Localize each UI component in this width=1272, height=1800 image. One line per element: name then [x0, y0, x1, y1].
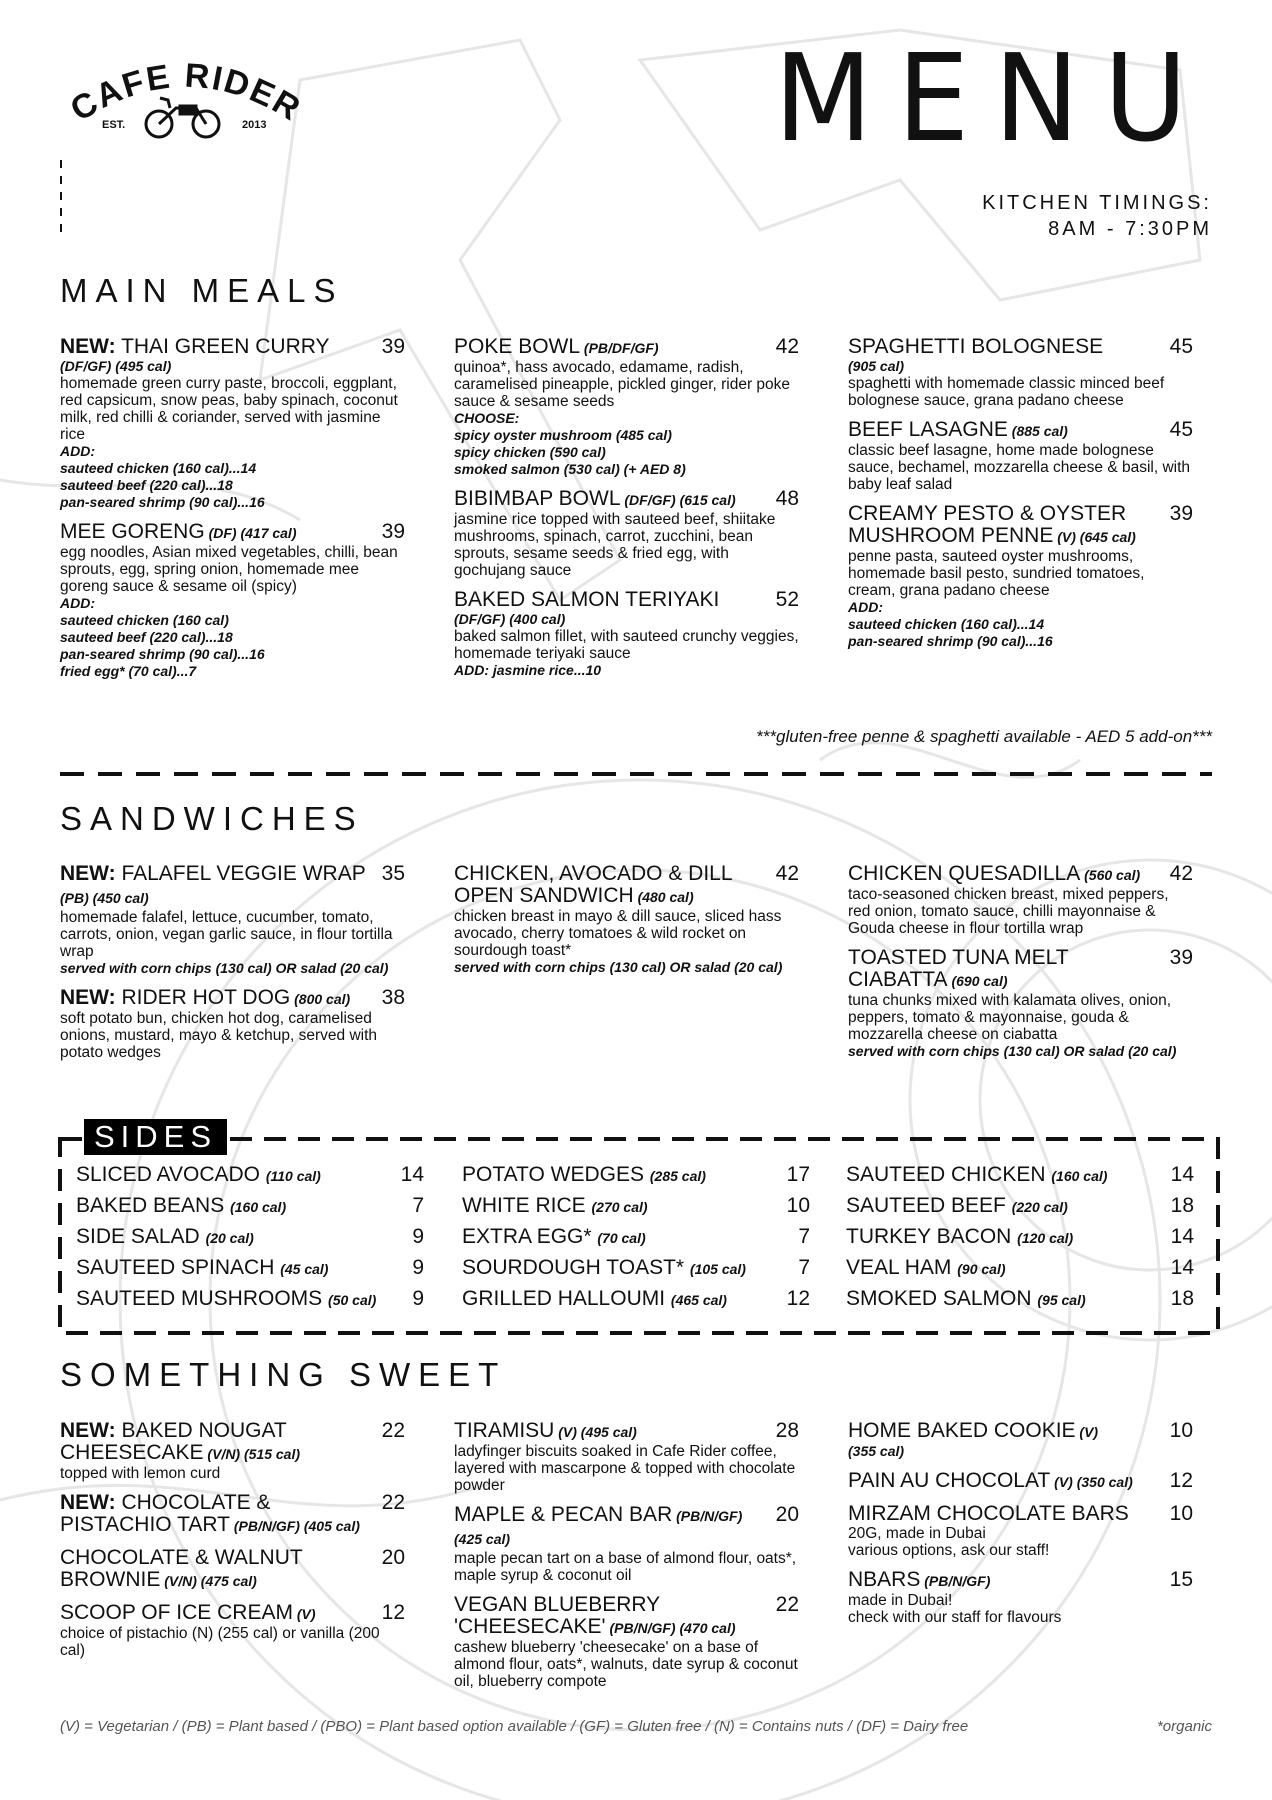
item-diet-tag: (V) — [1075, 1424, 1099, 1440]
item-price: 12 — [381, 1601, 405, 1624]
side-name-text: SOURDOUGH TOAST* — [462, 1256, 685, 1279]
item-name-text: THAI GREEN CURRY — [115, 335, 330, 358]
side-item-name — [846, 1287, 1086, 1311]
item-name-text: RIDER HOT DOG — [115, 986, 291, 1009]
footer-legend — [60, 1718, 1212, 1735]
side-item — [462, 1163, 810, 1194]
item-price: 48 — [775, 487, 799, 510]
side-item-name — [846, 1225, 1073, 1249]
item-name-text: SCOOP OF ICE CREAM — [60, 1601, 293, 1624]
side-item — [846, 1225, 1194, 1256]
item-addon: fried egg* (70 cal)...7 — [60, 663, 197, 679]
item-price: 45 — [1169, 335, 1193, 358]
side-name-text: SLICED AVOCADO — [76, 1163, 260, 1186]
item-description: 20G, made in Dubai various options, ask our staff! — [848, 1525, 1050, 1559]
side-calories: (45 cal) — [280, 1261, 329, 1277]
item-price: 20 — [775, 1503, 799, 1526]
menu-item — [454, 1504, 799, 1584]
item-addon: ADD: jasmine rice...10 — [454, 662, 602, 678]
item-addon: pan-seared shrimp (90 cal)...16 — [60, 646, 265, 662]
item-diet-tag: (V) (645 cal) — [1053, 529, 1136, 545]
menu-item-header — [848, 1503, 1193, 1525]
sweet-col-2 — [454, 1420, 799, 1700]
side-calories: (285 cal) — [649, 1168, 706, 1184]
item-diet-tag: (PB/N/GF) (425 cal) — [454, 1508, 743, 1547]
menu-item-header — [60, 1602, 405, 1625]
side-price: 9 — [412, 1256, 424, 1279]
side-price: 18 — [1170, 1194, 1194, 1217]
item-price: 15 — [1169, 1568, 1193, 1591]
menu-item-name — [848, 1569, 1163, 1592]
side-name-text: TURKEY BACON — [846, 1225, 1012, 1248]
menu-item-header — [60, 1547, 405, 1592]
item-name-text: HOME BAKED COOKIE — [848, 1419, 1076, 1442]
item-addon: sauteed beef (220 cal)...18 — [60, 629, 233, 645]
kitchen-hours: 8AM - 7:30PM — [1048, 218, 1212, 240]
kitchen-label: KITCHEN TIMINGS: — [982, 192, 1212, 214]
item-description: choice of pistachio (N) (255 cal) or vanilla (200 cal) — [60, 1625, 380, 1659]
side-calories: (160 cal) — [230, 1199, 287, 1215]
item-addon: sauteed chicken (160 cal)...14 — [60, 460, 257, 476]
item-description: classic beef lasagne, home made bolognese sauce, bechamel, mozzarella cheese & basil, with baby leaf salad — [848, 442, 1191, 493]
side-item — [76, 1163, 424, 1194]
item-name-text: MIRZAM CHOCOLATE BARS — [848, 1502, 1129, 1525]
item-description: chicken breast in mayo & dill sauce, sliced hass avocado, cherry tomatoes & wild rocket on sourdough toast* — [454, 908, 782, 959]
item-diet-tag: (PB/DF/GF) — [580, 340, 659, 356]
side-price: 9 — [412, 1225, 424, 1248]
side-item-name — [462, 1287, 727, 1311]
item-diet-tag: (V/N) (475 cal) — [160, 1573, 257, 1589]
item-price: 42 — [775, 862, 799, 885]
item-name-text: CHOCOLATE & WALNUT BROWNIE — [60, 1546, 303, 1591]
item-price: 10 — [1169, 1502, 1193, 1525]
menu-item-name — [848, 1503, 1163, 1525]
side-price: 17 — [786, 1163, 810, 1186]
item-diet-tag: (V/N) (515 cal) — [203, 1446, 301, 1462]
item-name-text: CHOCOLATE & PISTACHIO TART — [60, 1491, 271, 1536]
item-description: maple pecan tart on a base of almond flour, oats*, maple syrup & coconut oil — [454, 1550, 797, 1584]
gluten-free-note: ***gluten-free penne & spaghetti available - AED 5 add-on*** — [756, 727, 1212, 746]
menu-item-name — [60, 1420, 375, 1465]
menu-item — [454, 1420, 799, 1494]
item-name-text: BAKED SALMON TERIYAKI — [454, 588, 720, 611]
side-name-text: BAKED BEANS — [76, 1194, 225, 1217]
item-name-text: FALAFEL VEGGIE WRAP — [115, 862, 366, 885]
menu-item — [848, 1503, 1193, 1559]
side-item-name — [846, 1163, 1107, 1187]
item-addon: spicy chicken (590 cal) — [454, 444, 606, 460]
side-item-name — [462, 1225, 646, 1249]
side-price: 14 — [400, 1163, 424, 1186]
item-calories: (DF/GF) (400 cal) — [454, 611, 566, 627]
item-addon: served with corn chips (130 cal) OR salad (20 cal) — [60, 960, 389, 976]
menu-title: MENU — [774, 30, 1212, 169]
side-item-name — [846, 1194, 1068, 1218]
item-calories: (355 cal) — [848, 1443, 905, 1459]
menu-item-name — [60, 1547, 375, 1592]
item-price: 22 — [381, 1419, 405, 1442]
side-calories: (110 cal) — [265, 1168, 321, 1184]
item-description: topped with lemon curd — [60, 1465, 221, 1482]
item-diet-tag: (690 cal) — [947, 973, 1008, 989]
item-name-text: VEGAN BLUEBERRY 'CHEESECAKE' — [454, 1593, 660, 1638]
item-price: 20 — [381, 1546, 405, 1569]
menu-item — [848, 1420, 1193, 1460]
item-name-text: BEEF LASAGNE — [848, 418, 1008, 441]
item-diet-tag: (PB/N/GF) (470 cal) — [605, 1620, 736, 1636]
item-addon: ADD: — [848, 599, 883, 615]
item-description: soft potato bun, chicken hot dog, caramelised onions, mustard, mayo & ketchup, served with potato wedges — [60, 1010, 378, 1061]
side-item — [76, 1194, 424, 1225]
item-addon: ADD: — [60, 595, 95, 611]
side-price: 7 — [798, 1225, 810, 1248]
side-calories: (50 cal) — [328, 1292, 377, 1308]
menu-item-name — [454, 1594, 769, 1639]
item-diet-tag: (PB) (450 cal) — [60, 890, 149, 906]
side-calories: (270 cal) — [591, 1199, 648, 1215]
side-calories: (120 cal) — [1017, 1230, 1074, 1246]
side-name-text: SAUTEED BEEF — [846, 1194, 1006, 1217]
item-addon: ADD: — [60, 443, 95, 459]
side-item — [846, 1163, 1194, 1194]
item-diet-tag: (885 cal) — [1007, 423, 1068, 439]
item-price: 42 — [1169, 862, 1193, 885]
side-price: 9 — [412, 1287, 424, 1310]
item-addon: pan-seared shrimp (90 cal)...16 — [848, 633, 1053, 649]
side-item-name — [76, 1194, 286, 1218]
brand-year: 2013 — [242, 119, 267, 131]
side-name-text: POTATO WEDGES — [462, 1163, 645, 1186]
item-name-text: CHICKEN, AVOCADO & DILL OPEN SANDWICH — [454, 862, 732, 907]
menu-item-name — [454, 1420, 769, 1443]
section-title-main-meals: MAIN MEALS — [60, 272, 344, 309]
side-item — [846, 1287, 1194, 1318]
section-title-sides: SIDES — [84, 1119, 227, 1155]
menu-item-header — [454, 1420, 799, 1443]
item-addon: smoked salmon (530 cal) (+ AED 8) — [454, 461, 686, 477]
new-badge: NEW: — [60, 335, 116, 358]
side-price: 14 — [1170, 1163, 1194, 1186]
side-calories: (95 cal) — [1037, 1292, 1086, 1308]
menu-item — [60, 1420, 405, 1482]
item-name-text: BIBIMBAP BOWL — [454, 487, 621, 510]
item-diet-tag: (V) (350 cal) — [1050, 1474, 1133, 1490]
side-item-name — [462, 1256, 746, 1280]
item-price: 38 — [381, 986, 405, 1009]
menu-item-header — [848, 1569, 1193, 1592]
sweet-col-3 — [848, 1420, 1193, 1636]
item-description: tuna chunks mixed with kalamata olives, onion, peppers, tomato & mayonnaise, gouda & mozzarella cheese on ciabatta — [848, 992, 1172, 1043]
item-description: homemade falafel, lettuce, cucumber, tomato, carrots, onion, vegan garlic sauce, in flour tortilla wrap — [60, 909, 393, 960]
menu-item — [60, 1492, 405, 1537]
item-description: taco-seasoned chicken breast, mixed peppers, red onion, tomato sauce, chilli mayonnaise & Gouda cheese in flour tortilla wrap — [848, 886, 1169, 937]
item-calories: (905 cal) — [848, 358, 905, 374]
side-price: 14 — [1170, 1225, 1194, 1248]
item-name-text: POKE BOWL — [454, 335, 581, 358]
new-badge: NEW: — [60, 1491, 116, 1514]
menu-item-header — [848, 1420, 1193, 1443]
item-name-text: TIRAMISU — [454, 1419, 555, 1442]
side-calories: (70 cal) — [597, 1230, 646, 1246]
new-badge: NEW: — [60, 986, 116, 1009]
item-description: egg noodles, Asian mixed vegetables, chilli, bean sprouts, egg, spring onion, homemade mee goreng sauce & sesame oil (spicy) — [60, 544, 398, 595]
side-calories: (90 cal) — [957, 1261, 1006, 1277]
menu-item — [60, 1547, 405, 1592]
item-diet-tag: (DF/GF) (615 cal) — [620, 492, 736, 508]
menu-item-header — [60, 1492, 405, 1537]
side-item-name — [462, 1194, 648, 1218]
side-item — [846, 1194, 1194, 1225]
menu-item-name — [848, 1470, 1163, 1493]
item-name-text: NBARS — [848, 1568, 921, 1591]
brand-name: CAFE RIDER — [63, 56, 309, 130]
side-name-text: SAUTEED SPINACH — [76, 1256, 275, 1279]
side-price: 7 — [412, 1194, 424, 1217]
item-description: baked salmon fillet, with sauteed crunchy veggies, homemade teriyaki sauce — [454, 628, 799, 662]
item-name-text: PAIN AU CHOCOLAT — [848, 1469, 1051, 1492]
item-addon: pan-seared shrimp (90 cal)...16 — [60, 494, 265, 510]
menu-item-name — [60, 1492, 375, 1537]
item-price: 10 — [1169, 1419, 1193, 1442]
menu-item-name — [848, 1420, 1163, 1443]
item-price: 52 — [775, 588, 799, 611]
side-name-text: SAUTEED CHICKEN — [846, 1163, 1046, 1186]
organic-note: *organic — [1156, 1718, 1212, 1735]
item-price: 39 — [1169, 502, 1193, 525]
item-price: 28 — [775, 1419, 799, 1442]
side-price: 14 — [1170, 1256, 1194, 1279]
side-calories: (220 cal) — [1011, 1199, 1068, 1215]
item-price: 39 — [1169, 946, 1193, 969]
item-description: jasmine rice topped with sauteed beef, shiitake mushrooms, spinach, carrot, zucchini, bean sprouts, sesame seeds & fried egg, with gochujang sauce — [454, 511, 776, 579]
item-diet-tag: (PB/N/GF) — [920, 1573, 991, 1589]
item-addon: sauteed beef (220 cal)...18 — [60, 477, 233, 493]
item-addon: CHOOSE: — [454, 410, 520, 426]
item-name-text: MAPLE & PECAN BAR — [454, 1503, 673, 1526]
item-price: 39 — [381, 520, 405, 543]
item-calories: (DF/GF) (495 cal) — [60, 358, 172, 374]
side-name-text: GRILLED HALLOUMI — [462, 1287, 666, 1310]
item-diet-tag: (DF) (417 cal) — [204, 525, 297, 541]
item-description: made in Dubai! check with our staff for flavours — [848, 1592, 1062, 1626]
item-addon: sauteed chicken (160 cal)...14 — [848, 616, 1045, 632]
dietary-legend: (V) = Vegetarian / (PB) = Plant based / (PBO) = Plant based option available / (GF) = Gluten free / (N) = Contains nuts / (DF) = Dairy free — [60, 1718, 969, 1735]
item-price: 45 — [1169, 418, 1193, 441]
item-name-text: BAKED NOUGAT CHEESECAKE — [60, 1419, 287, 1464]
item-diet-tag: (V) (495 cal) — [554, 1424, 637, 1440]
side-price: 18 — [1170, 1287, 1194, 1310]
side-item-name — [76, 1225, 254, 1249]
item-price: 22 — [381, 1491, 405, 1514]
side-price: 7 — [798, 1256, 810, 1279]
side-calories: (105 cal) — [689, 1261, 746, 1277]
side-name-text: SIDE SALAD — [76, 1225, 200, 1248]
side-name-text: VEAL HAM — [846, 1256, 952, 1279]
item-addon: sauteed chicken (160 cal) — [60, 612, 229, 628]
brand-est: EST. — [102, 119, 126, 131]
menu-item-header — [60, 1420, 405, 1465]
menu-item-name — [454, 1504, 769, 1550]
side-item — [462, 1194, 810, 1225]
sweet-col-1 — [60, 1420, 405, 1669]
side-price: 12 — [786, 1287, 810, 1310]
side-item — [76, 1287, 424, 1318]
side-item — [76, 1225, 424, 1256]
menu-item — [848, 1470, 1193, 1493]
item-diet-tag: (560 cal) — [1080, 867, 1141, 883]
side-item — [76, 1256, 424, 1287]
menu-item-name — [60, 1602, 375, 1625]
menu-item — [454, 1594, 799, 1690]
new-badge: NEW: — [60, 862, 116, 885]
item-description: penne pasta, sauteed oyster mushrooms, homemade basil pesto, sundried tomatoes, cream, grana padano cheese — [848, 548, 1145, 599]
item-diet-tag: (800 cal) — [290, 991, 351, 1007]
side-name-text: SMOKED SALMON — [846, 1287, 1032, 1310]
side-item-name — [76, 1287, 376, 1311]
side-calories: (465 cal) — [670, 1292, 727, 1308]
menu-item-header — [848, 1470, 1193, 1493]
item-description: spaghetti with homemade classic minced beef bolognese sauce, grana padano cheese — [848, 375, 1165, 409]
item-description: quinoa*, hass avocado, edamame, radish, caramelised pineapple, pickled ginger, rider poke sauce & sesame seeds — [454, 359, 791, 410]
section-title-sandwiches: SANDWICHES — [60, 800, 364, 837]
menu-item — [848, 1569, 1193, 1626]
section-title-something-sweet: SOMETHING SWEET — [60, 1356, 507, 1393]
side-calories: (160 cal) — [1051, 1168, 1108, 1184]
sides-col-2 — [462, 1163, 810, 1318]
item-diet-tag: (PB/N/GF) (405 cal) — [229, 1518, 360, 1534]
side-name-text: SAUTEED MUSHROOMS — [76, 1287, 323, 1310]
item-price: 12 — [1169, 1469, 1193, 1492]
item-name-text: MEE GORENG — [60, 520, 205, 543]
side-item — [846, 1256, 1194, 1287]
item-diet-tag: (V) — [292, 1606, 316, 1622]
side-name-text: EXTRA EGG* — [462, 1225, 592, 1248]
item-price: 22 — [775, 1593, 799, 1616]
item-description: cashew blueberry 'cheesecake' on a base of almond flour, oats*, walnuts, date syrup & coconut oil, blueberry compote — [454, 1639, 798, 1690]
item-description: ladyfinger biscuits soaked in Cafe Rider coffee, layered with mascarpone & topped with chocolate powder — [454, 1443, 796, 1494]
side-calories: (20 cal) — [205, 1230, 254, 1246]
side-item — [462, 1225, 810, 1256]
item-addon: spicy oyster mushroom (485 cal) — [454, 427, 672, 443]
menu-item — [60, 1602, 405, 1659]
item-price: 42 — [775, 335, 799, 358]
side-item-name — [846, 1256, 1006, 1280]
item-diet-tag: (480 cal) — [633, 889, 694, 905]
side-item-name — [76, 1163, 321, 1187]
item-addon: served with corn chips (130 cal) OR salad (20 cal) — [848, 1043, 1177, 1059]
item-name-text: CREAMY PESTO & OYSTER MUSHROOM PENNE — [848, 502, 1127, 547]
menu-item-header — [454, 1594, 799, 1639]
side-item — [462, 1256, 810, 1287]
sides-col-3 — [846, 1163, 1194, 1318]
side-price: 10 — [786, 1194, 810, 1217]
item-name-text: CHICKEN QUESADILLA — [848, 862, 1081, 885]
menu-item-header — [454, 1504, 799, 1550]
side-item — [462, 1287, 810, 1318]
item-description: homemade green curry paste, broccoli, eggplant, red capsicum, snow peas, baby spinach, coconut milk, red chilli & coriander, served with jasmine rice — [60, 375, 398, 443]
new-badge: NEW: — [60, 1419, 116, 1442]
side-item-name — [76, 1256, 328, 1280]
item-name-text: SPAGHETTI BOLOGNESE — [848, 335, 1104, 358]
item-price: 35 — [381, 862, 405, 885]
item-price: 39 — [381, 335, 405, 358]
item-name-text: TOASTED TUNA MELT CIABATTA — [848, 946, 1069, 991]
sides-col-1 — [76, 1163, 424, 1318]
item-addon: served with corn chips (130 cal) OR salad (20 cal) — [454, 959, 783, 975]
side-item-name — [462, 1163, 706, 1187]
side-name-text: WHITE RICE — [462, 1194, 586, 1217]
